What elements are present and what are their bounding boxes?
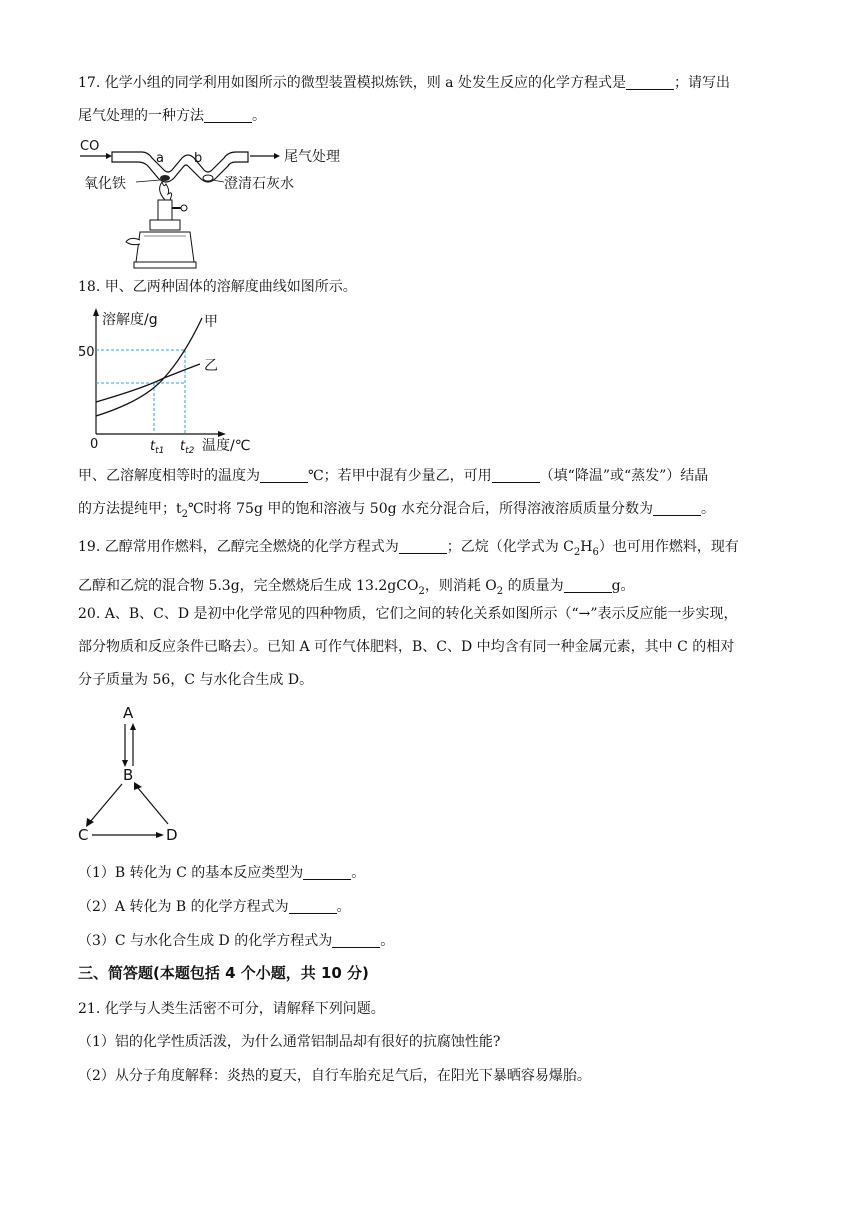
q20-blank-2[interactable] bbox=[289, 899, 337, 914]
q17-line1: 17. 化学小组的同学利用如图所示的微型装置模拟炼铁，则 a 处发生反应的化学方程式是 bbox=[78, 75, 626, 91]
node-d: D bbox=[166, 826, 178, 844]
q21-sub2: （2）从分子角度解释：炎热的夏天，自行车胎充足气后，在阳光下暴晒容易爆胎。 bbox=[78, 1068, 591, 1084]
arrow-d-to-b bbox=[138, 788, 168, 824]
point-a-label: a bbox=[156, 151, 164, 166]
arrow-b-to-c bbox=[90, 784, 122, 822]
co-label: CO bbox=[80, 139, 100, 154]
question-18-text bbox=[78, 465, 784, 526]
q17-blank-2[interactable] bbox=[204, 108, 252, 123]
y-tick-50: 50 bbox=[78, 345, 95, 360]
q20-sub1 bbox=[78, 862, 365, 884]
q17-blank-1[interactable] bbox=[626, 75, 674, 90]
x-tick-t1: $t_{t1}$ bbox=[150, 439, 165, 456]
q17-line1-end: ；请写出 bbox=[673, 75, 730, 91]
flame-icon bbox=[160, 182, 172, 200]
q19-sub1: 2 bbox=[573, 546, 581, 558]
q20-sub1-text: （1）B 转化为 C 的基本反应类型为 bbox=[78, 865, 304, 881]
conversion-diagram bbox=[72, 700, 192, 848]
node-c: C bbox=[78, 826, 89, 844]
q19-line2-b: ，则消耗 O bbox=[424, 577, 497, 594]
burner-base bbox=[136, 232, 194, 262]
q19-line1-c: H bbox=[580, 539, 593, 555]
q19-sub3: 2 bbox=[418, 585, 425, 597]
node-a: A bbox=[123, 704, 134, 722]
q20-line1: 20. A、B、C、D 是初中化学常见的四种物质，它们之间的转化关系如图所示（“→”表示反应能一步实现， bbox=[78, 606, 738, 622]
point-b-label: b bbox=[194, 151, 203, 166]
q18-line1-c: （填“降温”或“蒸发”）结晶 bbox=[539, 468, 709, 484]
q18-line2-a: 的方法提纯甲；t bbox=[78, 501, 182, 517]
q20-sub3-text: （3）C 与水化合生成 D 的化学方程式为 bbox=[78, 933, 333, 949]
q20-sub2-text: （2）A 转化为 B 的化学方程式为 bbox=[78, 899, 289, 915]
limewater-label: 澄清石灰水 bbox=[224, 176, 294, 192]
q20-line2: 部分物质和反应条件已略去）。已知 A 可作气体肥料，B、C、D 中均含有同一种金属元素，其中 C 的相对 bbox=[78, 639, 735, 655]
q17-line2: 尾气处理的一种方法 bbox=[78, 108, 204, 124]
legend-jia: 甲 bbox=[204, 314, 218, 330]
q18-line2-sub: 2 bbox=[181, 508, 189, 520]
exhaust-label: 尾气处理 bbox=[284, 149, 340, 165]
q19-sub4: 2 bbox=[496, 585, 504, 597]
q19-blank-1[interactable] bbox=[399, 539, 447, 554]
section-3-heading: 三、简答题(本题包括 4 个小题，共 10 分) bbox=[78, 964, 369, 982]
curve-jia bbox=[96, 318, 202, 416]
solubility-chart bbox=[78, 306, 264, 456]
legend-yi: 乙 bbox=[204, 358, 218, 374]
y-axis-label: 溶解度/g bbox=[102, 312, 158, 328]
q20-sub1-end: 。 bbox=[351, 865, 366, 881]
q17-apparatus-figure bbox=[78, 136, 378, 272]
limewater-drop bbox=[203, 175, 213, 181]
question-19 bbox=[78, 536, 784, 603]
x-tick-t2: $t_{t2}$ bbox=[180, 439, 195, 456]
q20-sub3-end: 。 bbox=[380, 933, 395, 949]
q19-blank-2[interactable] bbox=[564, 578, 612, 593]
q19-line2-a: 乙醇和乙烷的混合物 5.3g，完全燃烧后生成 13.2gCO bbox=[78, 577, 419, 594]
q20-sub2-end: 。 bbox=[336, 899, 351, 915]
q18-line2-b: ℃时将 75g 甲的饱和溶液与 50g 水充分混合后，所得溶液溶质质量分数为 bbox=[188, 501, 654, 517]
q20-sub2 bbox=[78, 896, 351, 918]
question-17 bbox=[78, 72, 784, 127]
iron-oxide-sample bbox=[160, 175, 170, 181]
node-b: B bbox=[123, 766, 134, 784]
q18-intro: 18. 甲、乙两种固体的溶解度曲线如图所示。 bbox=[78, 279, 357, 295]
q19-line1-a: 19. 乙醇常用作燃料，乙醇完全燃烧的化学方程式为 bbox=[78, 539, 399, 555]
q18-line1-a: 甲、乙溶解度相等时的温度为 bbox=[78, 468, 260, 484]
q20-line3: 分子质量为 56，C 与水化合生成 D。 bbox=[78, 672, 314, 688]
q19-line1-b: ；乙烷（化学式为 C bbox=[446, 539, 574, 555]
question-18-intro bbox=[78, 276, 784, 298]
x-axis-label: 温度/℃ bbox=[202, 438, 251, 454]
q20-blank-3[interactable] bbox=[332, 933, 380, 948]
question-20 bbox=[78, 603, 784, 691]
q19-line2-c: 的质量为 bbox=[503, 577, 564, 594]
q18-blank-3[interactable] bbox=[653, 501, 701, 516]
q20-sub3 bbox=[78, 930, 394, 952]
q19-sub2: 6 bbox=[592, 546, 599, 558]
q21-intro: 21. 化学与人类生活密不可分，请解释下列问题。 bbox=[78, 1001, 385, 1017]
iron-oxide-label: 氧化铁 bbox=[84, 176, 126, 192]
q21-sub1: （1）铝的化学性质活泼，为什么通常铝制品却有很好的抗腐蚀性能? bbox=[78, 1034, 501, 1050]
q18-blank-2[interactable] bbox=[492, 468, 540, 483]
q19-line1-d: ）也可用作燃料，现有 bbox=[598, 539, 739, 555]
q18-line1-b: ℃；若甲中混有少量乙，可用 bbox=[308, 468, 492, 484]
q17-line2-end: 。 bbox=[252, 108, 266, 124]
q18-blank-1[interactable] bbox=[260, 468, 308, 483]
q18-line2-end: 。 bbox=[701, 501, 716, 517]
q20-blank-1[interactable] bbox=[303, 865, 351, 880]
q19-line2-end: g。 bbox=[611, 577, 635, 594]
origin-label: 0 bbox=[90, 437, 99, 452]
burner-tube bbox=[158, 200, 172, 220]
